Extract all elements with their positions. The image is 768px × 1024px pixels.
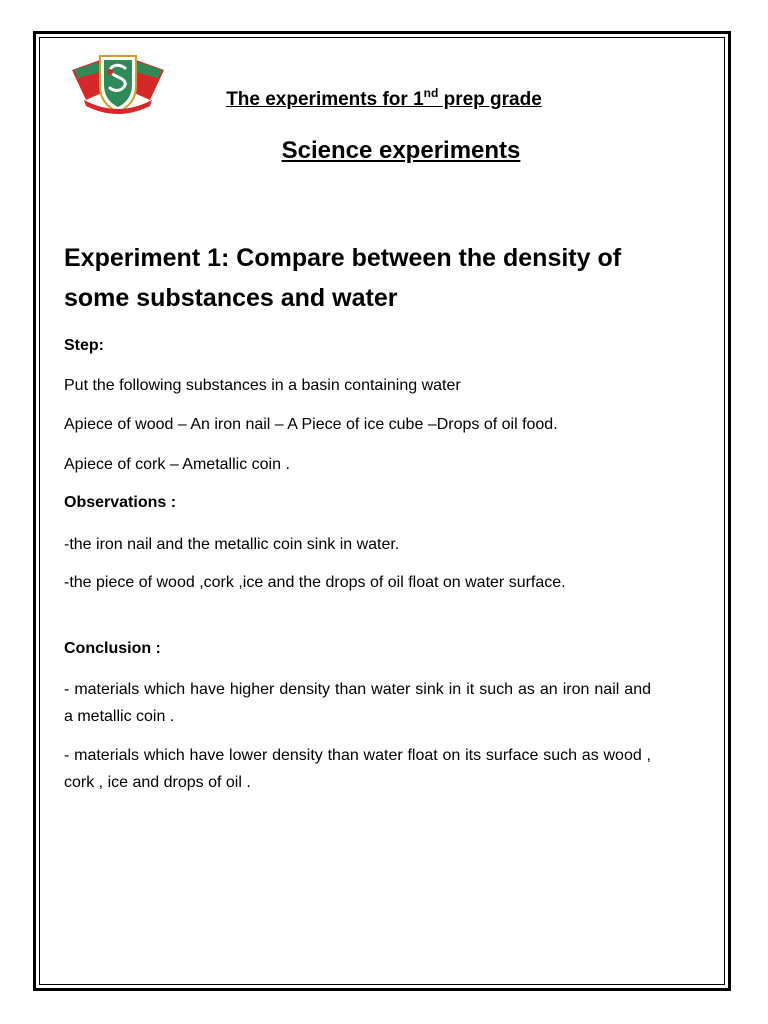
subject-title: Science experiments (281, 137, 521, 164)
grade-title-superscript: nd (423, 85, 439, 100)
observation-item: -the iron nail and the metallic coin sink in water. (64, 536, 400, 553)
observations-heading: Observations : (64, 494, 177, 511)
observation-item: -the piece of wood ,cork ,ice and the drops of oil float on water surface. (64, 574, 566, 591)
step-line: Apiece of cork – Ametallic coin . (64, 456, 290, 473)
conclusion-item: - materials which have higher density than water sink in it such as an iron nail and a metallic coin . (64, 681, 651, 725)
grade-title (0, 85, 768, 111)
step-line: Put the following substances in a basin containing water (64, 377, 461, 394)
step-heading: Step: (64, 337, 104, 354)
grade-title-suffix: prep grade (438, 89, 542, 110)
conclusion-item: - materials which have lower density than water float on its surface such as wood , cork , ice and drops of oil . (64, 747, 651, 791)
conclusion-heading: Conclusion : (64, 640, 161, 657)
experiment-title: Experiment 1: Compare between the density of some substances and water (64, 244, 622, 312)
step-line: Apiece of wood – An iron nail – A Piece of ice cube –Drops of oil food. (64, 416, 558, 433)
grade-title-prefix: The experiments for 1 (226, 89, 424, 110)
